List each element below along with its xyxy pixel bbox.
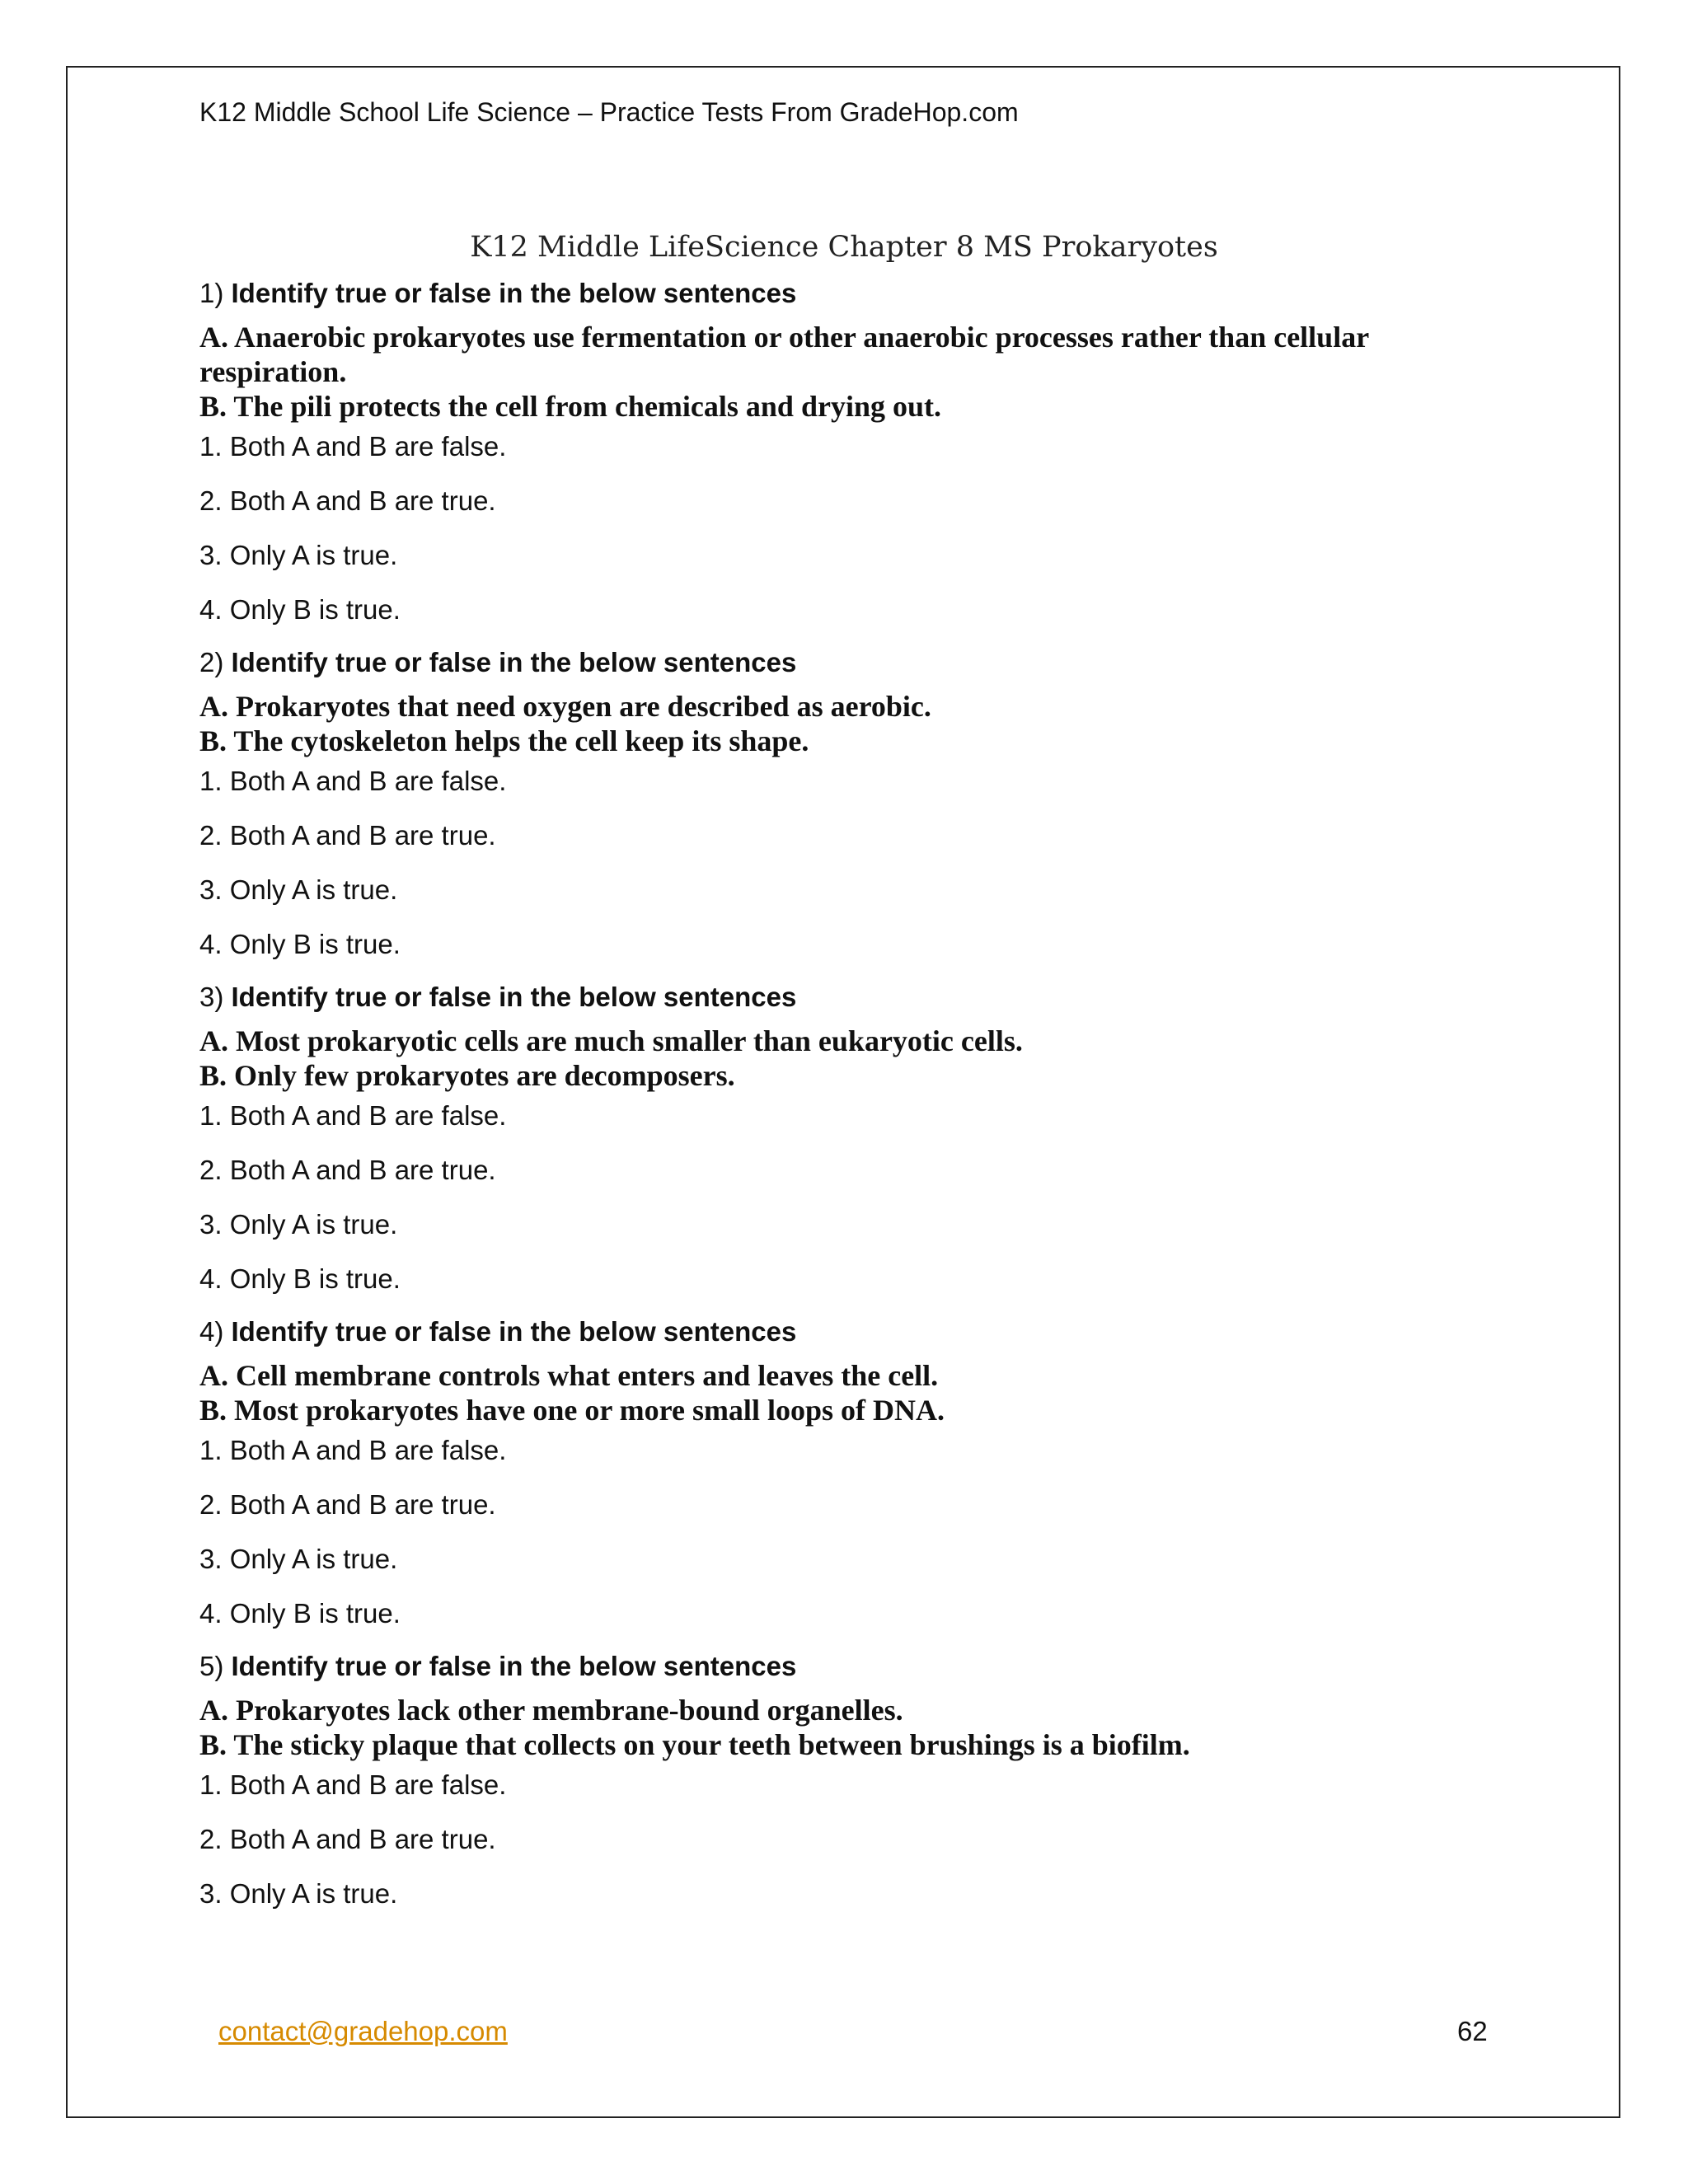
question-number: 3) — [199, 982, 224, 1012]
answer-option: 2. Both A and B are true. — [199, 820, 496, 851]
answer-option: 2. Both A and B are true. — [199, 485, 496, 516]
question-prompt: Identify true or false in the below sentences — [231, 1651, 797, 1681]
answer-options — [199, 1096, 1485, 1299]
document-title: K12 Middle LifeScience Chapter 8 MS Prokaryotes — [470, 231, 1218, 264]
statements — [199, 1358, 1485, 1427]
question-heading — [199, 1647, 1485, 1686]
question-1 — [199, 274, 1485, 630]
question-4 — [199, 1312, 1485, 1633]
question-prompt: Identify true or false in the below sentences — [231, 278, 797, 308]
statements — [199, 1693, 1485, 1762]
answer-options — [199, 427, 1485, 630]
question-heading — [199, 274, 1485, 313]
answer-option: 4. Only B is true. — [199, 1598, 401, 1629]
answer-option: 3. Only A is true. — [199, 1878, 398, 1909]
statement-b: B. The pili protects the cell from chemicals and drying out. — [199, 390, 941, 423]
statement-a: A. Most prokaryotic cells are much smaller than eukaryotic cells. — [199, 1024, 1023, 1057]
answer-option: 4. Only B is true. — [199, 929, 401, 959]
question-number: 2) — [199, 647, 224, 677]
question-prompt: Identify true or false in the below sentences — [231, 1316, 797, 1347]
answer-option: 1. Both A and B are false. — [199, 431, 507, 462]
question-number: 4) — [199, 1316, 224, 1347]
question-list — [199, 274, 1485, 1914]
statements — [199, 320, 1485, 424]
answer-option: 1. Both A and B are false. — [199, 1435, 507, 1465]
answer-option: 1. Both A and B are false. — [199, 766, 507, 796]
question-prompt: Identify true or false in the below sentences — [231, 647, 797, 677]
answer-option: 3. Only A is true. — [199, 874, 398, 905]
answer-option: 1. Both A and B are false. — [199, 1100, 507, 1131]
answer-option: 4. Only B is true. — [199, 594, 401, 625]
statement-a: A. Prokaryotes lack other membrane-bound organelles. — [199, 1694, 903, 1727]
answer-option: 3. Only A is true. — [199, 1209, 398, 1240]
answer-option: 2. Both A and B are true. — [199, 1824, 496, 1854]
question-number: 1) — [199, 278, 224, 308]
answer-options — [199, 762, 1485, 964]
question-prompt: Identify true or false in the below sentences — [231, 982, 797, 1012]
answer-option: 3. Only A is true. — [199, 540, 398, 570]
statements — [199, 1024, 1485, 1093]
answer-option: 2. Both A and B are true. — [199, 1155, 496, 1185]
statement-b: B. The cytoskeleton helps the cell keep its shape. — [199, 724, 809, 757]
statement-a: A. Anaerobic prokaryotes use fermentation or other anaerobic processes rather than cellular respiration. — [199, 321, 1369, 388]
contact-email-link[interactable]: contact@gradehop.com — [218, 2016, 508, 2046]
question-heading — [199, 1312, 1485, 1352]
page-number: 62 — [1457, 2016, 1488, 2046]
answer-option: 2. Both A and B are true. — [199, 1489, 496, 1520]
question-heading — [199, 643, 1485, 682]
answer-option: 4. Only B is true. — [199, 1263, 401, 1294]
question-3 — [199, 977, 1485, 1299]
statement-a: A. Cell membrane controls what enters and leaves the cell. — [199, 1359, 939, 1392]
answer-option: 3. Only A is true. — [199, 1544, 398, 1574]
question-2 — [199, 643, 1485, 964]
question-heading — [199, 977, 1485, 1017]
answer-options — [199, 1431, 1485, 1633]
question-5 — [199, 1647, 1485, 1914]
question-number: 5) — [199, 1651, 224, 1681]
statement-b: B. Most prokaryotes have one or more small loops of DNA. — [199, 1394, 945, 1427]
answer-options — [199, 1765, 1485, 1914]
answer-option: 1. Both A and B are false. — [199, 1769, 507, 1800]
statement-a: A. Prokaryotes that need oxygen are described as aerobic. — [199, 690, 931, 723]
statement-b: B. Only few prokaryotes are decomposers. — [199, 1059, 735, 1092]
statements — [199, 689, 1485, 758]
statement-b: B. The sticky plaque that collects on your teeth between brushings is a biofilm. — [199, 1728, 1190, 1761]
page-header: K12 Middle School Life Science – Practice Tests From GradeHop.com — [199, 97, 1019, 127]
